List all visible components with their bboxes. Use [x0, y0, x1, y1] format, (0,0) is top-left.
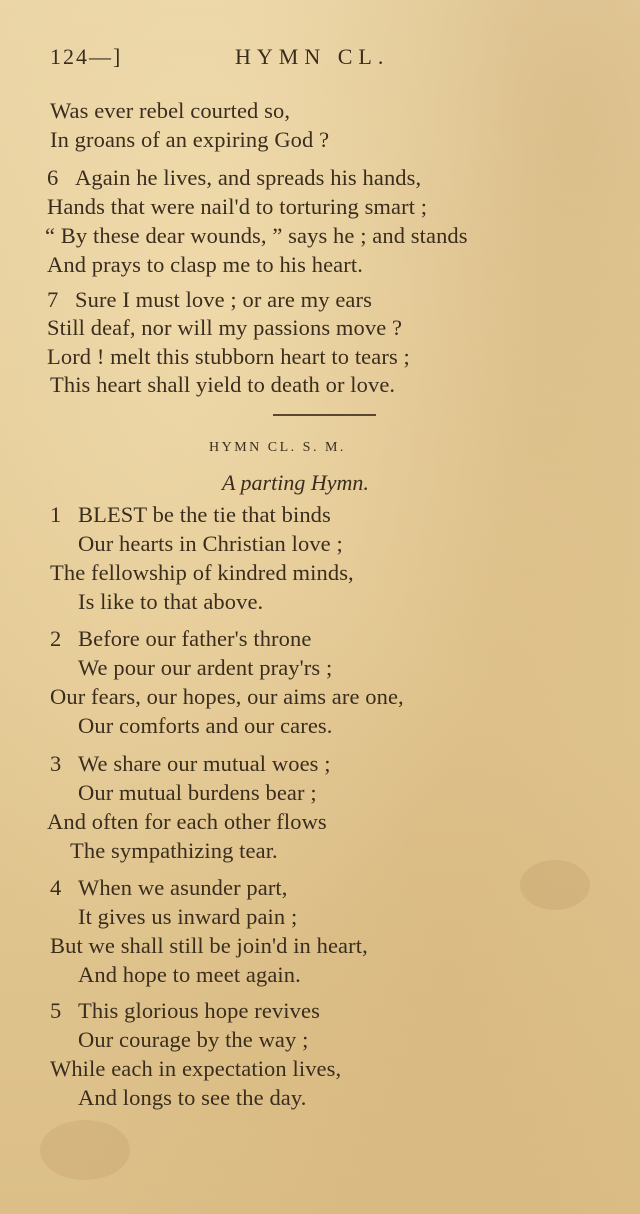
- verse-number: 3: [50, 751, 62, 776]
- verse-number: 1: [50, 502, 62, 527]
- verse-line: Our comforts and our cares.: [78, 713, 333, 738]
- verse-line: Before our father's throne: [78, 626, 312, 651]
- page-number: 124—]: [50, 44, 123, 69]
- verse-line: It gives us inward pain ;: [78, 904, 298, 929]
- verse-line: While each in expectation lives,: [50, 1056, 342, 1081]
- verse-line: When we asunder part,: [78, 875, 288, 900]
- verse-line: But we shall still be join'd in heart,: [50, 933, 368, 958]
- verse-line: Our hearts in Christian love ;: [78, 531, 343, 556]
- verse-3: [50, 749, 331, 779]
- verse-6: [47, 163, 421, 193]
- verse-number: 7: [47, 287, 59, 312]
- verse-line: And prays to clasp me to his heart.: [47, 252, 363, 277]
- verse-line: And often for each other flows: [47, 809, 327, 834]
- verse-line: Still deaf, nor will my passions move ?: [47, 315, 403, 340]
- verse-line: The sympathizing tear.: [70, 838, 278, 863]
- verse-line: Sure I must love ; or are my ears: [75, 287, 372, 312]
- section-divider: [273, 414, 376, 416]
- verse-7: [47, 285, 372, 315]
- hymn-heading: HYMN CL. S. M.: [209, 440, 346, 455]
- verse-number: 2: [50, 626, 62, 651]
- verse-line: Our courage by the way ;: [78, 1027, 309, 1052]
- verse-line: Our mutual burdens bear ;: [78, 780, 317, 805]
- verse-line: The fellowship of kindred minds,: [50, 560, 354, 585]
- verse-line: We pour our ardent pray'rs ;: [78, 655, 333, 680]
- verse-line: And hope to meet again.: [78, 962, 301, 987]
- verse-number: 4: [50, 875, 62, 900]
- verse-line: BLEST be the tie that binds: [78, 502, 331, 527]
- running-title: HYMN CL.: [235, 44, 390, 69]
- verse-4: [50, 873, 288, 903]
- verse-line: Is like to that above.: [78, 589, 264, 614]
- verse-1: [50, 500, 331, 530]
- verse-line: In groans of an expiring God ?: [50, 127, 330, 152]
- verse-line: Our fears, our hopes, our aims are one,: [50, 684, 404, 709]
- verse-line: Was ever rebel courted so,: [50, 98, 291, 123]
- verse-5: [50, 996, 320, 1026]
- verse-number: 6: [47, 165, 59, 190]
- verse-line: Lord ! melt this stubborn heart to tears ;: [47, 344, 410, 369]
- verse-line: Again he lives, and spreads his hands,: [75, 165, 422, 190]
- verse-line: Hands that were nail'd to torturing smart ;: [47, 194, 428, 219]
- verse-number: 5: [50, 998, 62, 1023]
- verse-line: This heart shall yield to death or love.: [50, 372, 396, 397]
- paper-stain: [520, 860, 590, 910]
- verse-line: And longs to see the day.: [78, 1085, 307, 1110]
- verse-line: This glorious hope revives: [78, 998, 320, 1023]
- verse-line: We share our mutual woes ;: [78, 751, 331, 776]
- verse-2: [50, 624, 311, 654]
- verse-line: “ By these dear wounds, ” says he ; and stands: [45, 223, 468, 248]
- paper-stain: [40, 1120, 130, 1180]
- hymn-subtitle: A parting Hymn.: [222, 470, 369, 495]
